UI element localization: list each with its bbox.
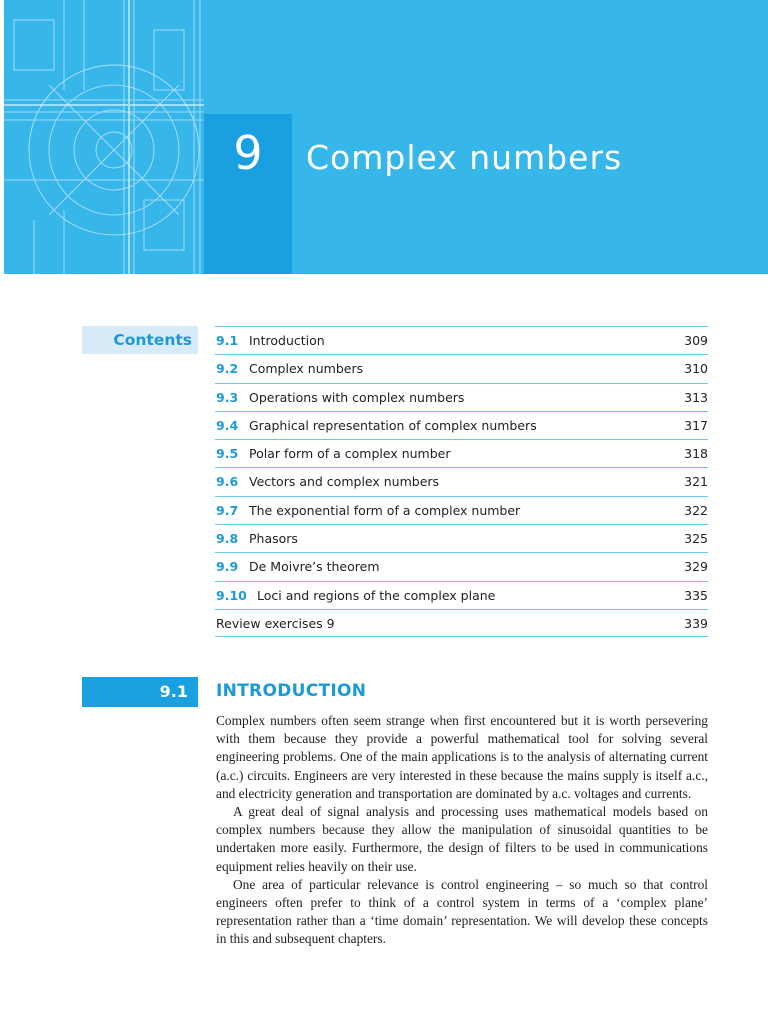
chapter-title: Complex numbers: [306, 138, 623, 177]
toc-page: 317: [684, 417, 708, 433]
chapter-banner: [4, 0, 768, 274]
contents-label: Contents: [82, 326, 198, 354]
toc-row[interactable]: [215, 439, 708, 467]
chapter-number-box: [204, 114, 292, 274]
toc-page: 339: [684, 615, 708, 631]
toc-row[interactable]: [215, 581, 708, 609]
paragraph: Complex numbers often seem strange when first encountered but it is worth persevering with them because they provide a powerful mathematical tool for solving several engineering problems. One of the main applications is to the analysis of alternating current (a.c.) circuits. Engineers are very interested in these because the mains supply is itself a.c., and electricity generation and transportation are dominated by a.c. voltages and currents.: [216, 713, 708, 801]
toc-number: 9.10: [216, 587, 247, 603]
toc-title: Graphical representation of complex numbers: [249, 417, 537, 433]
toc-page: 310: [684, 361, 708, 377]
toc-number: 9.4: [216, 417, 239, 433]
toc-number: 9.9: [216, 559, 239, 575]
toc-title: Polar form of a complex number: [249, 446, 451, 462]
toc-page: 309: [684, 333, 708, 348]
toc-row[interactable]: [215, 411, 708, 439]
toc-row[interactable]: [215, 552, 708, 580]
toc-number: 9.3: [216, 389, 239, 405]
table-of-contents: [215, 326, 708, 637]
toc-page: 318: [684, 446, 708, 462]
toc-page: 313: [684, 389, 708, 405]
section-title: INTRODUCTION: [216, 681, 367, 701]
toc-page: 325: [684, 531, 708, 547]
toc-title: Phasors: [249, 531, 298, 547]
toc-page: 321: [684, 474, 708, 490]
toc-row[interactable]: [215, 326, 708, 354]
paragraph: A great deal of signal analysis and processing uses mathematical models based on complex numbers because they allow the manipulation of sinusoidal quantities to be undertaken more easily. Furthermore, the design of filters to be used in communications equipment relies heavily on their use.: [216, 804, 708, 874]
toc-title: Introduction: [249, 333, 325, 348]
toc-title: Vectors and complex numbers: [249, 474, 440, 490]
toc-title: Operations with complex numbers: [249, 389, 465, 405]
toc-number: 9.6: [216, 474, 239, 490]
paragraph: One area of particular relevance is control engineering – so much so that control engineers often prefer to think of a control system in terms of a ‘complex plane’ representation rather than a ‘time domain’ representation. We will develop these concepts in this and subsequent chapters.: [216, 876, 708, 947]
toc-title: Loci and regions of the complex plane: [257, 587, 496, 603]
toc-row[interactable]: [215, 354, 708, 382]
toc-title: The exponential form of a complex number: [249, 502, 521, 518]
toc-page: 329: [684, 559, 708, 575]
toc-page: 335: [684, 587, 708, 603]
toc-number: 9.7: [216, 502, 239, 518]
toc-row[interactable]: [215, 383, 708, 411]
section-number: 9.1: [82, 677, 198, 707]
chapter-number: 9: [233, 126, 263, 180]
toc-title: De Moivre’s theorem: [249, 559, 380, 575]
toc-number: 9.1: [216, 333, 239, 348]
toc-row[interactable]: [215, 496, 708, 524]
toc-title: Review exercises 9: [216, 615, 335, 631]
toc-row[interactable]: [215, 467, 708, 495]
toc-number: 9.8: [216, 531, 239, 547]
toc-number: 9.5: [216, 446, 239, 462]
toc-title: Complex numbers: [249, 361, 364, 377]
toc-number: 9.2: [216, 361, 239, 377]
toc-row-review[interactable]: [215, 609, 708, 637]
toc-page: 322: [684, 502, 708, 518]
section-body: [216, 712, 708, 949]
toc-row[interactable]: [215, 524, 708, 552]
